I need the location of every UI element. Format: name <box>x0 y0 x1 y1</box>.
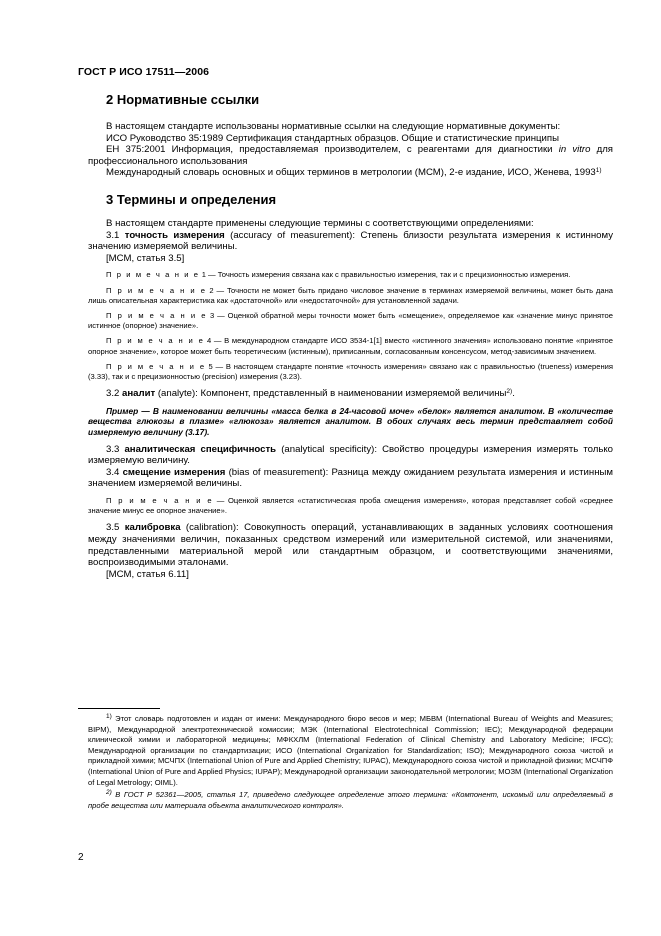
example-3-2: Пример — В наименовании величины «масса белка в 24-часовой моче» «белок» является аналитом. В «количестве вещества глюкозы в плазме» «глюкоза» является аналитом. В обоих случаях весь термин представляет собой измеряемую величину (3.17). <box>88 405 613 437</box>
term-3-5-number: 3.5 <box>106 522 125 534</box>
reference-en-375-text-b: для профессионального использования <box>88 144 613 167</box>
note-text: — Оценкой является «статистическая проба смещения измерения», которая представляет собой «среднее значение минус ее опорное значение». <box>88 495 613 516</box>
reference-en-375-italic: in vitro <box>558 144 591 156</box>
term-3-2-definition: (analyte): Компонент, представленный в наименовании измеряемой величины <box>155 388 507 400</box>
term-3-1-source: [МСМ, статья 3.5] <box>106 252 185 264</box>
note-label: П р и м е ч а н и е <box>106 495 214 505</box>
main-content <box>88 92 613 580</box>
footnote-divider <box>78 708 160 709</box>
term-3-5-term: калибровка <box>124 522 181 534</box>
section-2-intro: В настоящем стандарте использованы нормативные ссылки на следующие нормативные документы: <box>106 121 561 132</box>
note-text: 2 — Точности не может быть придано числовое значение в терминах измеряемой величины, может быть дана лишь описательная характеристика как «достаточной» или «недостаточной» для установленной задачи. <box>88 285 613 305</box>
note-3-4 <box>88 496 613 516</box>
term-3-1 <box>88 230 613 253</box>
term-3-2-number: 3.2 <box>106 388 123 400</box>
term-3-3-definition: (analytical specificity): Свойство процедуры измерения измерять только измеряемую величину. <box>88 443 613 467</box>
term-3-3 <box>88 444 613 467</box>
section-3-heading: 3 Термины и определения <box>106 191 277 207</box>
term-3-4-term: смещение измерения <box>122 466 226 478</box>
section-2-heading: 2 Нормативные ссылки <box>106 92 260 107</box>
footnote-1-text: Этот словарь подготовлен и издан от имени: Международного бюро весов и мер; МБВМ (International Bureau of Weights and Measures; BIPM), Международной электротехнической комиссии; МЭК (International Electrotechnical Commission; IEC); Международной федерации клинической химии и лабораторной медицины; МФКХЛМ (International Federation of Clinical Chemistry and Laboratory Medicine; IFCC); Международной организации по стандартизации; ИСО (International Organization for Standardization; ISO); Международного союза чистой и прикладной химии; МСЧПХ (International Union of Pure and Applied Chemistry; IUPAC), Международного союза чистой и прикладной физики; МСЧПФ (International Union of Pure and Applied Physics; IUPAP); Международной организации законодательной метрологии; МОЗМ (International Organization of Legal Metrology; OIML). <box>88 714 613 787</box>
footnote-1-mark: 1) <box>106 713 112 720</box>
note-3-1-1 <box>88 270 613 280</box>
term-3-2 <box>88 388 613 400</box>
note-3-1-5 <box>88 362 613 382</box>
note-label: П р и м е ч а н и е <box>106 310 208 320</box>
footnote-ref-2: 2) <box>506 388 513 396</box>
note-text: 1 — Точность измерения связана как с правильностью измерения, так и с прецизионностью измерения. <box>199 270 571 280</box>
note-label: П р и м е ч а н и е <box>106 336 205 346</box>
term-3-3-term: аналитическая специфичность <box>124 443 277 455</box>
reference-iso-guide-35: ИСО Руководство 35:1989 Сертификация стандартных образцов. Общие и статистические принципы <box>106 132 559 144</box>
note-text: 5 — В настоящем стандарте понятие «точность измерения» связано как с правильностью (trueness) измерения (3.33), так и с прецизионностью (precision) измерения (3.23). <box>88 361 613 381</box>
term-3-4-definition: (bias of measurement): Разница между ожиданием результата измерения и истинным значением измеряемой величины. <box>88 466 613 490</box>
note-text: 3 — Оценкой обратной меры точности может быть «смещение», определяемое как «значение минус принятое истинное (опорное) значение». <box>88 310 613 331</box>
term-3-1-definition: (accuracy of measurement): Степень близости результата измерения к истинному значению измеряемой величины. <box>88 229 613 253</box>
footnote-2-text: В ГОСТ Р 52361—2005, статья 17, приведено следующее определение этого термина: «Компонент, искомый или определяемый в пробе вещества или материала объекта аналитического контроля». <box>88 790 613 810</box>
reference-en-375 <box>88 144 613 167</box>
section-3-intro: В настоящем стандарте применены следующие термины с соответствующими определениями: <box>106 217 534 229</box>
note-3-1-2 <box>88 286 613 306</box>
note-label: П р и м е ч а н и е <box>106 285 207 295</box>
term-3-2-end: . <box>512 388 515 400</box>
term-3-3-number: 3.3 <box>106 443 125 455</box>
term-3-5-source: [МСМ, статья 6.11] <box>106 568 189 580</box>
note-label: П р и м е ч а н и е <box>106 270 200 280</box>
footnote-2-mark: 2) <box>106 789 112 797</box>
footnote-ref-1: 1) <box>595 167 602 175</box>
document-header: ГОСТ Р ИСО 17511—2006 <box>78 66 210 78</box>
term-3-4-number: 3.4 <box>106 466 123 478</box>
note-label: П р и м е ч а н и е <box>106 361 206 371</box>
term-3-4 <box>88 467 613 490</box>
term-3-2-term: аналит <box>122 388 156 400</box>
term-3-1-term: точность измерения <box>124 229 225 241</box>
note-3-1-3 <box>88 311 613 331</box>
footnote-2 <box>88 790 613 811</box>
term-3-5 <box>88 522 613 568</box>
reference-vim <box>88 167 613 179</box>
footnotes <box>88 714 613 811</box>
page-number: 2 <box>78 852 84 863</box>
term-3-1-number: 3.1 <box>106 229 125 241</box>
reference-en-375-text-a: ЕН 375:2001 Информация, предоставляемая производителем, с реагентами для диагностики <box>106 144 559 156</box>
reference-vim-text: Международный словарь основных и общих терминов в метрологии (МСМ), 2-е издание, ИСО, Женева, 1993 <box>106 167 596 179</box>
footnote-1 <box>88 714 613 788</box>
note-3-1-4 <box>88 336 613 356</box>
note-text: 4 — В международном стандарте ИСО 3534-1[1] вместо «истинного значения» использовано понятие «принятое опорное значение», которое может быть теоретическим (истинным), приписанным, согласованным консенсусом, метод-зависимым значением. <box>88 336 613 356</box>
term-3-5-definition: (calibration): Совокупность операций, устанавливающих в заданных условиях соотношения между значениями величин, показанных средством измерений или измерительной системой, или значениями, представленными материальной мерой или стандартным образцом, и соответствующими значениями, воспроизводимыми эталонами. <box>88 522 613 569</box>
